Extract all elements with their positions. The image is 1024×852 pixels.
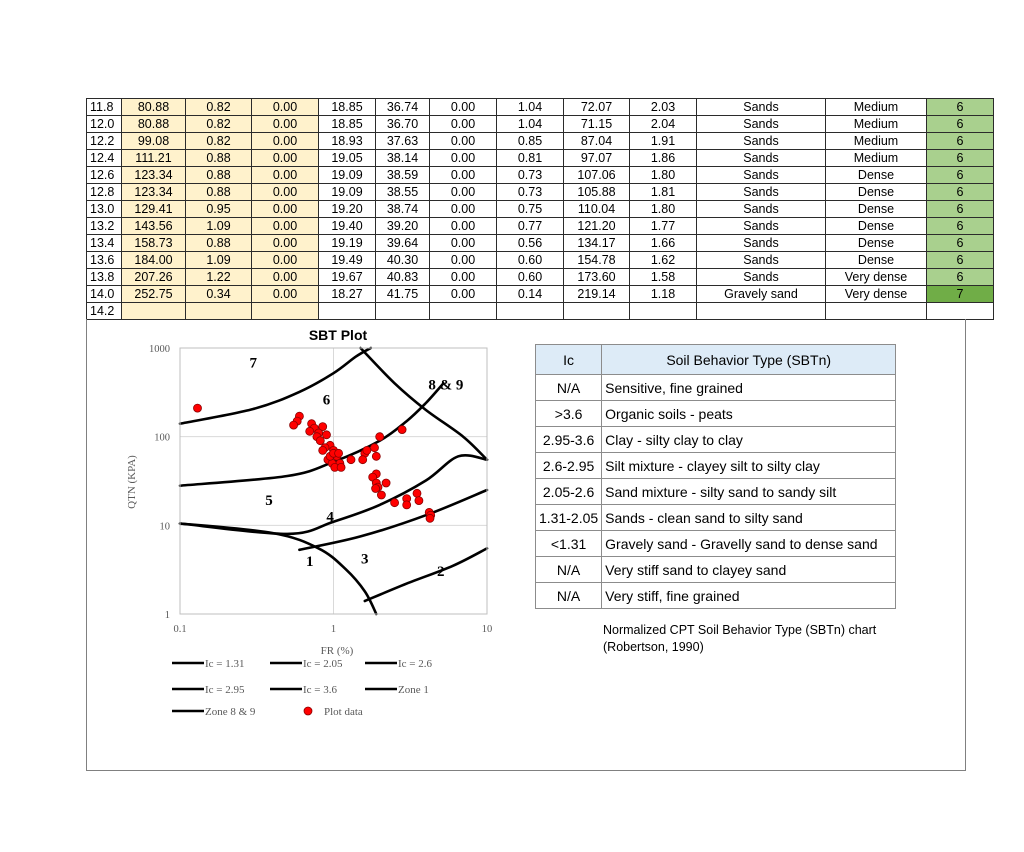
table-cell: 12.0 — [87, 116, 122, 133]
table-cell: 36.74 — [376, 99, 430, 116]
table-cell: 19.19 — [319, 235, 376, 252]
sbt-plot — [100, 322, 520, 732]
table-cell: 0.00 — [252, 167, 319, 184]
table-cell: 6 — [927, 133, 994, 150]
table-cell: 6 — [927, 218, 994, 235]
table-cell: 1.77 — [630, 218, 697, 235]
data-point — [415, 497, 423, 505]
table-cell: 0.95 — [186, 201, 252, 218]
caption-line-1: Normalized CPT Soil Behavior Type (SBTn) chart — [603, 623, 877, 637]
ic-value: 2.05-2.6 — [536, 479, 602, 505]
table-cell: 0.14 — [497, 286, 564, 303]
soil-type: Organic soils - peats — [602, 401, 896, 427]
y-axis-label: QTN (KPA) — [126, 455, 138, 509]
table-row — [87, 286, 994, 303]
legend-marker — [304, 707, 312, 715]
table-cell: 39.64 — [376, 235, 430, 252]
table-cell: 11.8 — [87, 99, 122, 116]
legend-label: Ic = 2.6 — [398, 658, 432, 670]
sbt-header: Soil Behavior Type (SBTn) — [602, 345, 896, 375]
table-cell: 72.07 — [564, 99, 630, 116]
legend-label: Zone 8 & 9 — [205, 706, 256, 718]
table-cell: 1.66 — [630, 235, 697, 252]
chart-caption — [603, 622, 923, 656]
table-row — [87, 116, 994, 133]
table-cell: 1.04 — [497, 116, 564, 133]
ic-value: <1.31 — [536, 531, 602, 557]
legend-label: Ic = 2.95 — [205, 684, 245, 696]
table-cell: 0.00 — [430, 252, 497, 269]
table-cell: 40.83 — [376, 269, 430, 286]
table-cell: 19.20 — [319, 201, 376, 218]
ic-value: >3.6 — [536, 401, 602, 427]
table-cell: 134.17 — [564, 235, 630, 252]
table-cell: 6 — [927, 235, 994, 252]
table-row — [87, 133, 994, 150]
table-row — [87, 235, 994, 252]
table-cell: Dense — [826, 167, 927, 184]
table-cell: 0.73 — [497, 167, 564, 184]
table-row — [87, 167, 994, 184]
table-cell: Dense — [826, 218, 927, 235]
table-cell — [376, 303, 430, 320]
table-row — [87, 99, 994, 116]
table-cell: 0.82 — [186, 116, 252, 133]
x-tick-label: 10 — [481, 624, 493, 635]
table-cell: 19.49 — [319, 252, 376, 269]
table-cell: 19.05 — [319, 150, 376, 167]
data-point — [335, 449, 343, 457]
boundary-curve — [180, 348, 371, 424]
table-cell: 19.09 — [319, 167, 376, 184]
table-cell: Medium — [826, 150, 927, 167]
table-cell: 154.78 — [564, 252, 630, 269]
sbt-row — [536, 453, 896, 479]
table-cell: 0.00 — [430, 167, 497, 184]
table-cell: 7 — [927, 286, 994, 303]
table-cell: 19.40 — [319, 218, 376, 235]
data-point — [319, 446, 327, 454]
table-cell: 38.74 — [376, 201, 430, 218]
table-cell: 6 — [927, 201, 994, 218]
table-cell: 173.60 — [564, 269, 630, 286]
table-cell: 1.09 — [186, 252, 252, 269]
legend-label: Plot data — [324, 706, 363, 718]
table-cell: 38.55 — [376, 184, 430, 201]
table-cell: 80.88 — [122, 116, 186, 133]
data-point — [316, 437, 324, 445]
table-cell: 41.75 — [376, 286, 430, 303]
zone-label: 2 — [437, 563, 445, 580]
table-cell: 6 — [927, 167, 994, 184]
sbt-reference-table — [535, 344, 896, 609]
y-tick-label: 1000 — [149, 344, 170, 355]
zone-label: 8 & 9 — [428, 377, 464, 394]
table-cell: 123.34 — [122, 184, 186, 201]
y-tick-label: 10 — [159, 521, 170, 533]
legend-label: Ic = 2.05 — [303, 658, 343, 670]
data-point — [372, 485, 380, 493]
soil-type: Silt mixture - clayey silt to silty clay — [602, 453, 896, 479]
soil-type: Gravely sand - Gravelly sand to dense sand — [602, 531, 896, 557]
data-point — [403, 501, 411, 509]
zone-label: 1 — [305, 553, 314, 570]
table-cell: 158.73 — [122, 235, 186, 252]
table-cell: 18.85 — [319, 116, 376, 133]
table-cell: 6 — [927, 99, 994, 116]
table-row — [87, 252, 994, 269]
soil-type: Sands - clean sand to silty sand — [602, 505, 896, 531]
table-cell — [564, 303, 630, 320]
data-point — [347, 456, 355, 464]
sbt-row — [536, 557, 896, 583]
ic-value: 2.95-3.6 — [536, 427, 602, 453]
table-cell: 0.00 — [252, 133, 319, 150]
table-cell: 252.75 — [122, 286, 186, 303]
table-cell — [319, 303, 376, 320]
table-cell: Sands — [697, 235, 826, 252]
table-cell: Sands — [697, 150, 826, 167]
table-cell: Very dense — [826, 286, 927, 303]
table-row — [87, 184, 994, 201]
table-cell: 107.06 — [564, 167, 630, 184]
table-row — [87, 150, 994, 167]
legend-label: Ic = 3.6 — [303, 684, 337, 696]
table-cell: 0.00 — [252, 201, 319, 218]
table-cell: 105.88 — [564, 184, 630, 201]
zone-label: 7 — [249, 355, 257, 372]
table-cell: Sands — [697, 99, 826, 116]
table-cell: 13.2 — [87, 218, 122, 235]
table-cell: 123.34 — [122, 167, 186, 184]
table-row — [87, 269, 994, 286]
table-cell: 129.41 — [122, 201, 186, 218]
data-point — [376, 433, 384, 441]
table-cell: 71.15 — [564, 116, 630, 133]
table-cell: Dense — [826, 201, 927, 218]
table-cell: 1.91 — [630, 133, 697, 150]
table-cell: 2.03 — [630, 99, 697, 116]
legend-label: Ic = 1.31 — [205, 658, 245, 670]
data-point — [337, 463, 345, 471]
zone-label: 6 — [322, 392, 331, 409]
table-cell: 1.18 — [630, 286, 697, 303]
data-point — [194, 404, 202, 412]
data-point — [413, 489, 421, 497]
table-cell: 0.34 — [186, 286, 252, 303]
table-cell: 207.26 — [122, 269, 186, 286]
sbt-row — [536, 401, 896, 427]
table-cell: 0.00 — [430, 99, 497, 116]
table-cell: Sands — [697, 133, 826, 150]
boundary-curve — [180, 524, 376, 615]
table-cell: 0.60 — [497, 252, 564, 269]
table-cell: 121.20 — [564, 218, 630, 235]
table-cell: Dense — [826, 252, 927, 269]
table-cell: 0.00 — [252, 286, 319, 303]
table-cell: 12.6 — [87, 167, 122, 184]
table-cell: 0.81 — [497, 150, 564, 167]
table-cell: 0.00 — [252, 235, 319, 252]
table-cell: 2.04 — [630, 116, 697, 133]
table-cell — [186, 303, 252, 320]
table-cell: Sands — [697, 201, 826, 218]
table-cell — [697, 303, 826, 320]
table-cell: 12.8 — [87, 184, 122, 201]
table-cell: Sands — [697, 116, 826, 133]
table-cell — [122, 303, 186, 320]
table-cell — [497, 303, 564, 320]
table-cell: 219.14 — [564, 286, 630, 303]
chart-legend — [172, 658, 432, 718]
table-cell: 0.00 — [430, 201, 497, 218]
table-cell — [430, 303, 497, 320]
table-cell — [630, 303, 697, 320]
table-cell: 0.00 — [252, 252, 319, 269]
table-cell: 13.8 — [87, 269, 122, 286]
table-cell: 1.62 — [630, 252, 697, 269]
x-tick-label: 1 — [330, 624, 337, 635]
table-cell: 0.82 — [186, 133, 252, 150]
table-cell: Medium — [826, 133, 927, 150]
data-point — [382, 479, 390, 487]
table-cell: Sands — [697, 269, 826, 286]
table-cell: 0.00 — [252, 269, 319, 286]
ic-value: 2.6-2.95 — [536, 453, 602, 479]
data-point — [377, 491, 385, 499]
table-cell: 14.2 — [87, 303, 122, 320]
table-cell: 0.85 — [497, 133, 564, 150]
table-cell: 0.00 — [430, 184, 497, 201]
table-cell: Medium — [826, 116, 927, 133]
table-cell — [826, 303, 927, 320]
table-cell: 0.88 — [186, 235, 252, 252]
table-cell: 1.22 — [186, 269, 252, 286]
table-cell: 6 — [927, 184, 994, 201]
table-cell: 0.00 — [252, 116, 319, 133]
soil-type: Very stiff, fine grained — [602, 583, 896, 609]
y-tick-label: 100 — [154, 432, 170, 444]
soil-type: Sensitive, fine grained — [602, 375, 896, 401]
table-cell: 99.08 — [122, 133, 186, 150]
table-cell: Dense — [826, 184, 927, 201]
table-cell: Sands — [697, 252, 826, 269]
table-cell: 1.81 — [630, 184, 697, 201]
sbt-row — [536, 583, 896, 609]
table-cell: 0.77 — [497, 218, 564, 235]
table-cell: 0.00 — [252, 99, 319, 116]
data-point — [426, 514, 434, 522]
y-tick-label: 1 — [164, 610, 170, 621]
table-cell: 19.67 — [319, 269, 376, 286]
table-cell: 38.59 — [376, 167, 430, 184]
table-cell: 1.09 — [186, 218, 252, 235]
data-point — [290, 421, 298, 429]
table-cell: 36.70 — [376, 116, 430, 133]
table-cell: 1.80 — [630, 167, 697, 184]
table-cell: 0.82 — [186, 99, 252, 116]
table-cell: 0.88 — [186, 150, 252, 167]
table-cell: 0.00 — [252, 184, 319, 201]
table-cell: 0.00 — [430, 133, 497, 150]
ic-header: Ic — [536, 345, 602, 375]
table-cell: Very dense — [826, 269, 927, 286]
table-cell: 0.00 — [252, 218, 319, 235]
table-cell: 12.2 — [87, 133, 122, 150]
table-cell — [927, 303, 994, 320]
table-cell: 0.88 — [186, 167, 252, 184]
plot-data-points — [194, 404, 435, 522]
table-cell: 143.56 — [122, 218, 186, 235]
table-cell: 40.30 — [376, 252, 430, 269]
table-cell: 0.73 — [497, 184, 564, 201]
data-point — [372, 452, 380, 460]
table-cell: 38.14 — [376, 150, 430, 167]
data-point — [363, 446, 371, 454]
sbt-row — [536, 375, 896, 401]
table-cell: 19.09 — [319, 184, 376, 201]
sbt-row — [536, 479, 896, 505]
sbt-row — [536, 427, 896, 453]
table-row — [87, 218, 994, 235]
table-cell: Sands — [697, 184, 826, 201]
table-cell: 97.07 — [564, 150, 630, 167]
table-cell: 0.56 — [497, 235, 564, 252]
table-cell: Sands — [697, 167, 826, 184]
table-cell: 39.20 — [376, 218, 430, 235]
caption-line-2: (Robertson, 1990) — [603, 640, 704, 654]
table-cell: 37.63 — [376, 133, 430, 150]
table-cell: Sands — [697, 218, 826, 235]
table-cell: 110.04 — [564, 201, 630, 218]
zone-labels — [249, 356, 463, 580]
soil-type: Very stiff sand to clayey sand — [602, 557, 896, 583]
table-cell: Medium — [826, 99, 927, 116]
table-cell: 18.27 — [319, 286, 376, 303]
table-cell: 0.00 — [430, 116, 497, 133]
ic-value: N/A — [536, 557, 602, 583]
table-cell: 1.86 — [630, 150, 697, 167]
table-cell: 6 — [927, 150, 994, 167]
sbt-row — [536, 505, 896, 531]
table-cell: 184.00 — [122, 252, 186, 269]
table-row — [87, 303, 994, 320]
table-cell: 18.93 — [319, 133, 376, 150]
legend-label: Zone 1 — [398, 684, 429, 696]
data-point — [371, 444, 379, 452]
data-point — [359, 456, 367, 464]
ic-value: N/A — [536, 375, 602, 401]
table-cell: 111.21 — [122, 150, 186, 167]
table-cell: 13.6 — [87, 252, 122, 269]
table-cell: 0.00 — [430, 218, 497, 235]
table-cell: 18.85 — [319, 99, 376, 116]
table-cell: 0.00 — [252, 150, 319, 167]
data-point — [391, 499, 399, 507]
chart-title: SBT Plot — [308, 327, 368, 343]
table-cell: 0.00 — [430, 150, 497, 167]
table-cell: 1.04 — [497, 99, 564, 116]
table-cell — [252, 303, 319, 320]
cpt-data-table — [86, 98, 994, 320]
table-cell: 1.58 — [630, 269, 697, 286]
table-cell: 1.80 — [630, 201, 697, 218]
x-tick-label: 0.1 — [173, 624, 187, 635]
ic-value: N/A — [536, 583, 602, 609]
table-cell: 13.0 — [87, 201, 122, 218]
table-cell: Gravely sand — [697, 286, 826, 303]
x-axis-label: FR (%) — [320, 645, 354, 657]
ic-value: 1.31-2.05 — [536, 505, 602, 531]
table-cell: 14.0 — [87, 286, 122, 303]
table-cell: 6 — [927, 269, 994, 286]
table-cell: 0.75 — [497, 201, 564, 218]
table-cell: 6 — [927, 252, 994, 269]
sbt-row — [536, 531, 896, 557]
table-cell: 87.04 — [564, 133, 630, 150]
table-cell: 0.00 — [430, 269, 497, 286]
table-cell: 6 — [927, 116, 994, 133]
soil-type: Sand mixture - silty sand to sandy silt — [602, 479, 896, 505]
zone-label: 3 — [361, 551, 369, 568]
table-cell: 12.4 — [87, 150, 122, 167]
table-cell: 0.60 — [497, 269, 564, 286]
zone-label: 4 — [326, 509, 334, 526]
data-point — [398, 426, 406, 434]
table-cell: Dense — [826, 235, 927, 252]
boundary-curve — [365, 548, 487, 601]
zone-label: 5 — [265, 492, 273, 509]
table-cell: 0.00 — [430, 286, 497, 303]
data-point — [323, 431, 331, 439]
table-cell: 0.88 — [186, 184, 252, 201]
soil-type: Clay - silty clay to clay — [602, 427, 896, 453]
table-row — [87, 201, 994, 218]
data-point — [306, 427, 314, 435]
table-cell: 0.00 — [430, 235, 497, 252]
table-cell: 13.4 — [87, 235, 122, 252]
table-cell: 80.88 — [122, 99, 186, 116]
